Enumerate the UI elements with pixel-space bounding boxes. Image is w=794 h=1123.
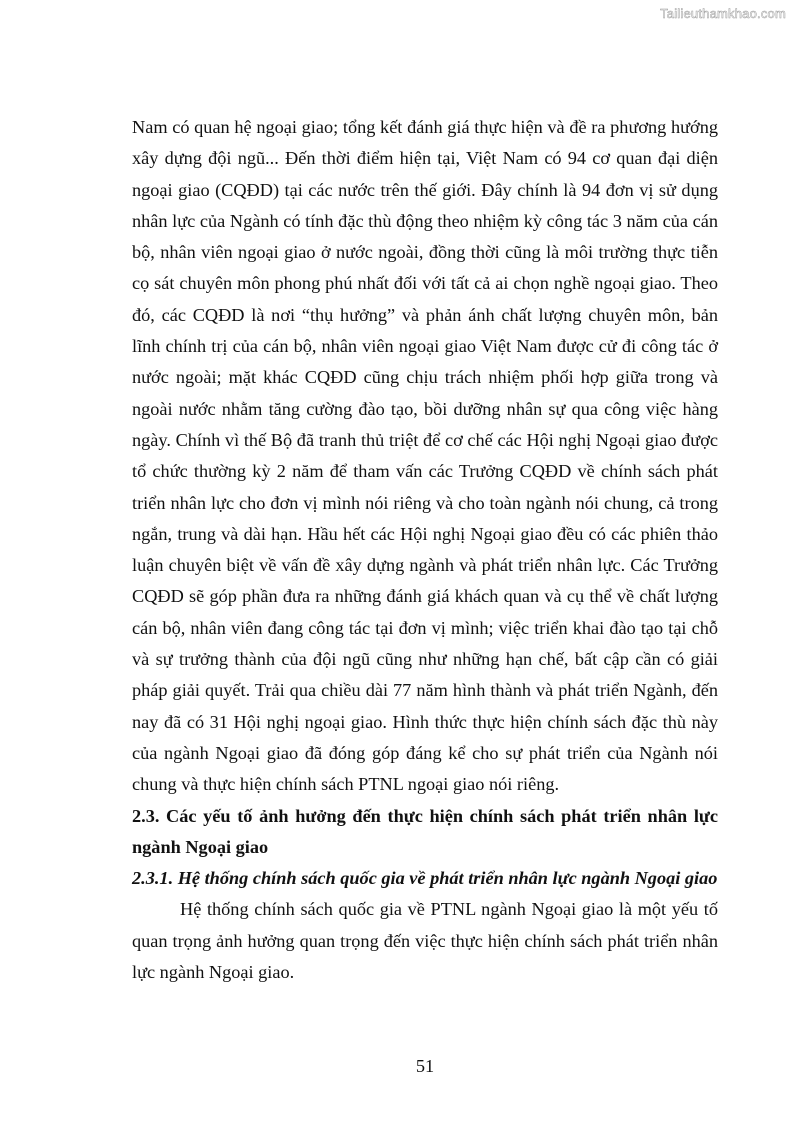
section-heading-2-3: 2.3. Các yếu tố ảnh hưởng đến thực hiện chính sách phát triển nhân lực ngành Ngoại giao (132, 805, 718, 857)
body-paragraph-2: Hệ thống chính sách quốc gia về PTNL ngành Ngoại giao là một yếu tố quan trọng ảnh hưởng quan trọng đến việc thực hiện chính sách phát triển nhân lực ngành Ngoại giao. (132, 899, 718, 983)
body-paragraph-1: Nam có quan hệ ngoại giao; tổng kết đánh giá thực hiện và đề ra phương hướng xây dựng đội ngũ... Đến thời điểm hiện tại, Việt Nam có 94 cơ quan đại diện ngoại giao (CQĐD) tại các nước trên thế giới. Đây chính là 94 đơn vị sử dụng nhân lực của Ngành có tính đặc thù động theo nhiệm kỳ công tác 3 năm của cán bộ, nhân viên ngoại giao ở nước ngoài, đồng thời cũng là môi trường thực tiễn cọ sát chuyên môn phong phú nhất đối với tất cả ai chọn nghề ngoại giao. Theo đó, các CQĐD là nơi “thụ hưởng” và phản ánh chất lượng chuyên môn, bản lĩnh chính trị của cán bộ, nhân viên ngoại giao Việt Nam được cử đi công tác ở nước ngoài; mặt khác CQĐD cũng chịu trách nhiệm phối hợp giữa trong và ngoài nước nhằm tăng cường đào tạo, bồi dưỡng nhân sự qua công việc hàng ngày. Chính vì thế Bộ đã tranh thủ triệt để cơ chế các Hội nghị Ngoại giao được tổ chức thường kỳ 2 năm để tham vấn các Trưởng CQĐD về chính sách phát triển nhân lực cho đơn vị mình nói riêng và cho toàn ngành nói chung, cả trong ngắn, trung và dài hạn. Hầu hết các Hội nghị Ngoại giao đều có các phiên thảo luận chuyên biệt về vấn đề xây dựng ngành và phát triển nhân lực. Các Trưởng CQĐD sẽ góp phần đưa ra những đánh giá khách quan và cụ thể về chất lượng cán bộ, nhân viên đang công tác tại đơn vị mình; việc triển khai đào tạo tại chỗ và sự trưởng thành của đội ngũ cũng như những hạn chế, bất cập cần có giải pháp giải quyết. Trải qua chiều dài 77 năm hình thành và phát triển Ngành, đến nay đã có 31 Hội nghị ngoại giao. Hình thức thực hiện chính sách đặc thù này của ngành Ngoại giao đã đóng góp đáng kể cho sự phát triển của Ngành nói chung và thực hiện chính sách PTNL ngoại giao nói riêng. (132, 117, 718, 795)
subsection-heading-2-3-1: 2.3.1. Hệ thống chính sách quốc gia về phát triển nhân lực ngành Ngoại giao (132, 868, 718, 889)
page-number: 51 (415, 1056, 435, 1076)
watermark-text: Tailieuthamkhao.com (660, 6, 786, 21)
document-body (132, 112, 718, 988)
